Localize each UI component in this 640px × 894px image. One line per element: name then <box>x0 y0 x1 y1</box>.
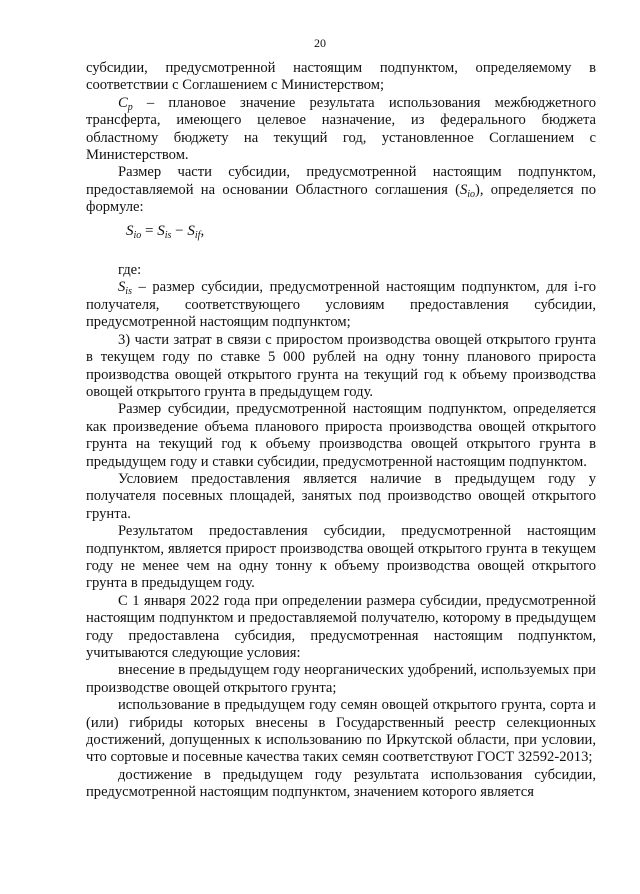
paragraph-fertilizers: внесение в предыдущем году неорганических удобрений, используемых при производстве овощей открытого грунта; <box>86 662 596 696</box>
formula: $S_{io} = S_{is} - S_{if}$, <box>126 222 205 241</box>
paragraph-2: $C_p$ – плановое значение результата использования межбюджетного трансферта, имеющего целевое назначение, из федерального бюджета областному бюджету на текущий год, установленное Соглашением с Министерством. <box>86 94 596 164</box>
paragraph-3: Размер части субсидии, предусмотренной настоящим подпунктом, предоставляемой на основании Областного соглашения $(S_{io})$, определяется по формуле: <box>86 164 596 216</box>
paragraph-result: Результатом предоставления субсидии, предусмотренной настоящим подпунктом, является прирост производства овощей открытого грунта в текущем году не менее чем на одну тонну к объему производства овощей открытого грунта в предыдущем году. <box>86 523 596 592</box>
paragraph-condition: Условием предоставления является наличие в предыдущем году у получателя посевных площадей, занятых под производство овощей открытого грунта. <box>86 470 596 522</box>
paragraph-achievement: достижение в предыдущем году результата использования субсидии, предусмотренной настоящим подпунктом, значением которого является <box>86 766 596 801</box>
document-body <box>86 60 596 802</box>
paragraph-from-2022: С 1 января 2022 года при определении размера субсидии, предусмотренной настоящим подпунктом и предоставляемой получателю, которому в предыдущем году предоставлена субсидия, предусмотренная настоящим подпунктом, учитываются следующие условия: <box>86 592 596 661</box>
paragraph-item-3: 3) части затрат в связи с приростом производства овощей открытого грунта в текущем году по ставке 5 000 рублей на одну тонну планового прироста производства овощей открытого грунта на текущий год к объему производства овощей открытого грунта в предыдущем году. <box>86 331 596 400</box>
symbol-sis: $S_{is}$ <box>118 279 132 298</box>
paragraph-1: субсидии, предусмотренной настоящим подпунктом, определяемому в соответствии с Соглашением с Министерством; <box>86 60 596 94</box>
paragraph-where: где: <box>118 262 142 279</box>
symbol-sio: $S_{io}$ <box>459 181 476 200</box>
symbol-cp: $C_p$ <box>118 94 133 113</box>
page-number: 20 <box>314 36 326 50</box>
paragraph-seeds: использование в предыдущем году семян овощей открытого грунта, сорта и (или) гибриды которых внесены в Государственный реестр селекционных достижений, допущенных к использованию по Иркутской области, при условии, что сортовые и посевные качества таких семян соответствуют ГОСТ 32592-2013; <box>86 697 596 766</box>
paragraph-sis: $S_{is}$ – размер субсидии, предусмотренной настоящим подпунктом, для i-го получателя, соответствующего условиям предоставления субсидии, предусмотренной настоящим подпунктом; <box>86 279 596 331</box>
paragraph-subsidy-size: Размер субсидии, предусмотренной настоящим подпунктом, определяется как произведение объема планового прироста производства овощей открытого грунта на текущий год к объему производства овощей открытого грунта в предыдущем году и ставки субсидии, предусмотренной настоящим подпунктом. <box>86 401 596 470</box>
